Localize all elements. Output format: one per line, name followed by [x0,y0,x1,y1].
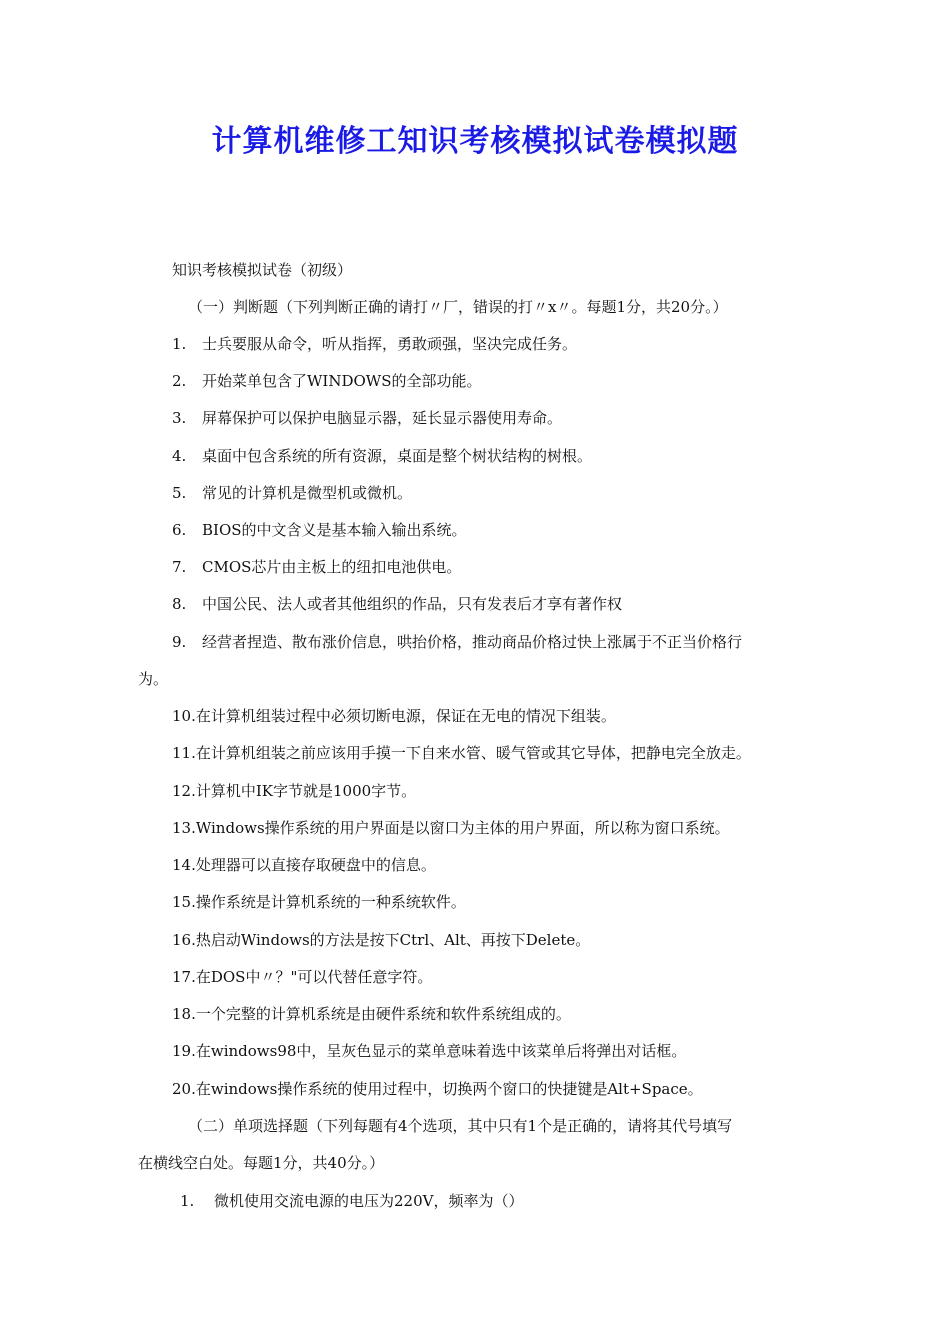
item-text: 士兵要服从命令，听从指挥，勇敢顽强，坚决完成任务。 [202,335,578,353]
section2-heading-continuation: 在横线空白处。每题1分，共40分。） [138,1154,385,1172]
item-text: 中国公民、法人或者其他组织的作品，只有发表后才享有著作权 [202,595,623,613]
list-item [172,1004,571,1024]
list-item [172,781,416,801]
item-text: 在DOS中〃？"可以代替任意字符。 [195,968,433,986]
item-number: 17. [172,968,196,986]
item-number: 18. [172,1005,196,1023]
list-item-continuation: 为。 [138,670,169,688]
item-text: 一个完整的计算机系统是由硬件系统和软件系统组成的。 [195,1005,571,1023]
item-number: 2. [172,372,187,390]
list-item [172,371,482,391]
section2-heading: （二）单项选择题（下列每题有4个选项，其中只有1个是正确的，请将其代号填写 [188,1117,733,1135]
list-item [172,930,590,950]
list-item [172,594,622,614]
item-number: 9. [172,633,187,651]
item-text: BIOS的中文含义是基本输入输出系统。 [202,521,467,539]
item-text: 在windows98中，呈灰色显示的菜单意味着选中该菜单后将弹出对话框。 [195,1042,687,1060]
item-number: 20. [172,1080,196,1098]
list-item [172,892,466,912]
item-text: 在计算机组装过程中必须切断电源，保证在无电的情况下组装。 [195,707,616,725]
list-item [172,818,730,838]
item-number: 19. [172,1042,196,1060]
item-text: 处理器可以直接存取硬盘中的信息。 [195,856,436,874]
section1-heading: （一）判断题（下列判断正确的请打〃厂，错误的打〃x〃。每题1分，共20分。） [188,298,728,316]
item-number: 7. [172,558,187,576]
list-item [172,967,432,987]
item-text: 在计算机组装之前应该用手摸一下自来水管、暖气管或其它导体，把静电完全放走。 [195,744,751,762]
list-item [172,706,616,726]
list-item [172,855,436,875]
item-text: 桌面中包含系统的所有资源，桌面是整个树状结构的树根。 [202,447,593,465]
item-number: 13. [172,819,196,837]
item-number: 1. [180,1192,195,1210]
list-item [172,557,461,577]
item-number: 3. [172,409,187,427]
list-item [172,446,592,466]
item-number: 11. [172,744,196,762]
list-item [172,520,467,540]
item-text: 屏幕保护可以保护电脑显示器，延长显示器使用寿命。 [202,409,563,427]
list-item [172,483,412,503]
list-item [172,408,562,428]
list-item [172,632,742,652]
item-text: 经营者捏造、散布涨价信息，哄抬价格，推动商品价格过快上涨属于不正当价格行 [202,633,743,651]
page-title: 计算机维修工知识考核模拟试卷模拟题 [211,124,739,159]
item-number: 16. [172,931,196,949]
item-number: 14. [172,856,196,874]
item-number: 1. [172,335,187,353]
list-item [172,743,751,763]
item-text: 在windows操作系统的使用过程中，切换两个窗口的快捷键是Alt+Space。 [195,1080,703,1098]
item-text: Windows操作系统的用户界面是以窗口为主体的用户界面，所以称为窗口系统。 [195,819,730,837]
list-item [172,1041,686,1061]
item-number: 8. [172,595,187,613]
item-number: 6. [172,521,187,539]
item-text: 计算机中IK字节就是1000字节。 [195,782,417,800]
list-item [172,334,577,354]
list-item [172,1079,703,1099]
item-number: 10. [172,707,196,725]
item-text: 开始菜单包含了WINDOWS的全部功能。 [202,372,482,390]
item-text: 操作系统是计算机系统的一种系统软件。 [195,893,466,911]
item-text: CMOS芯片由主板上的纽扣电池供电。 [202,558,462,576]
item-number: 12. [172,782,196,800]
item-number: 5. [172,484,187,502]
item-text: 微机使用交流电源的电压为220V，频率为（） [214,1192,524,1210]
item-text: 热启动Windows的方法是按下Ctrl、Alt、再按下Delete。 [195,931,591,949]
exam-subtitle: 知识考核模拟试卷（初级） [172,261,353,279]
item-text: 常见的计算机是微型机或微机。 [202,484,413,502]
item-number: 15. [172,893,196,911]
item-number: 4. [172,447,187,465]
list-item [180,1191,523,1211]
